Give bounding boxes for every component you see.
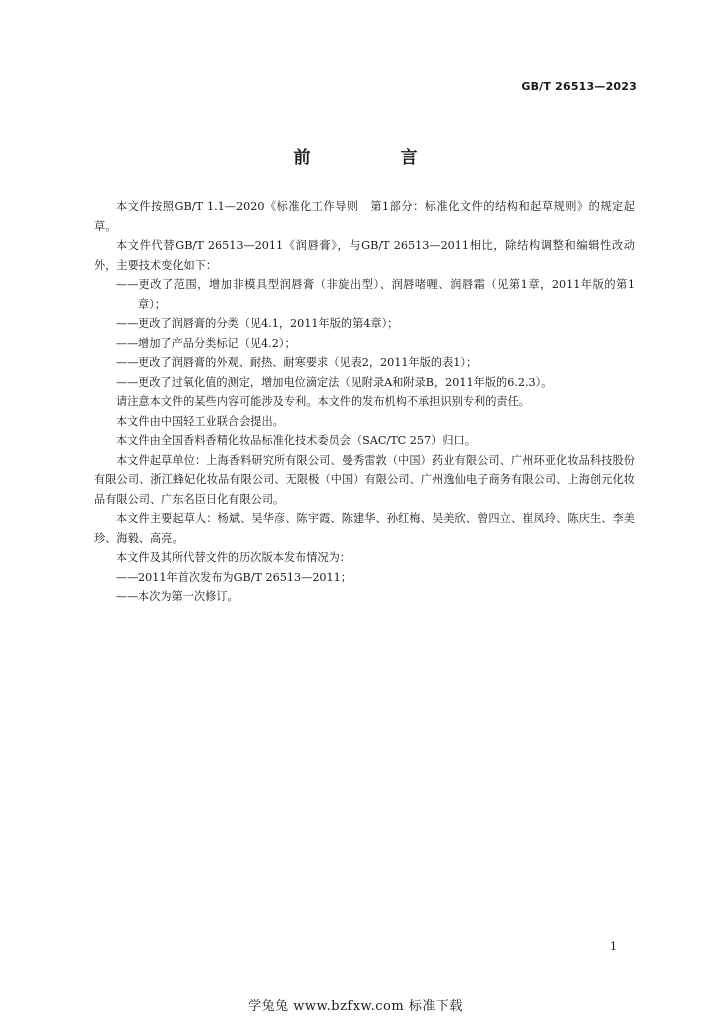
foreword-body bbox=[94, 197, 635, 607]
dash-marker: —— bbox=[116, 317, 139, 330]
paragraph-history-intro: 本文件及其所代替文件的历次版本发布情况为： bbox=[116, 551, 351, 564]
paragraph-drafting-units: 本文件起草单位：上海香料研究所有限公司、曼秀雷敦（中国）药业有限公司、广州环亚化妆品科技股份有限公司、浙江蜂妃化妆品有限公司、无限极（中国）有限公司、广州逸仙电子商务有限公司、上海创元化妆品有限公司、广东名臣日化有限公司。 bbox=[94, 453, 635, 506]
list-item-change bbox=[94, 353, 635, 373]
standard-number: GB/T 26513—2023 bbox=[521, 80, 637, 93]
page-number: 1 bbox=[610, 940, 617, 953]
list-item-history bbox=[94, 587, 635, 607]
list-item-change bbox=[94, 314, 635, 334]
list-item-change bbox=[94, 373, 635, 393]
list-item-text: 更改了润唇膏的外观、耐热、耐寒要求（见表2，2011年版的表1）； bbox=[138, 356, 478, 369]
list-item-text: 本次为第一次修订。 bbox=[138, 590, 239, 603]
paragraph-patent-notice: 请注意本文件的某些内容可能涉及专利。本文件的发布机构不承担识别专利的责任。 bbox=[116, 395, 530, 408]
dash-marker: —— bbox=[116, 356, 139, 369]
list-item-text: 更改了过氧化值的测定，增加电位滴定法（见附录A和附录B，2011年版的6.2.3）。 bbox=[138, 375, 553, 389]
list-item-text: 增加了产品分类标记（见4.2）； bbox=[138, 336, 296, 350]
list-item-text: 更改了润唇膏的分类（见4.1，2011年版的第4章）； bbox=[138, 317, 399, 330]
list-item-text: 2011年首次发布为GB/T 26513—2011； bbox=[138, 570, 352, 584]
list-item-history bbox=[94, 568, 635, 588]
dash-marker: —— bbox=[116, 570, 139, 584]
paragraph-proposer: 本文件由中国轻工业联合会提出。 bbox=[116, 414, 284, 428]
list-item-change bbox=[94, 334, 635, 354]
dash-marker: —— bbox=[116, 278, 139, 291]
paragraph-committee: 本文件由全国香料香精化妆品标准化技术委员会（SAC/TC 257）归口。 bbox=[116, 434, 476, 447]
dash-marker: —— bbox=[116, 375, 139, 389]
dash-marker: —— bbox=[116, 336, 139, 350]
dash-marker: —— bbox=[116, 590, 139, 603]
page-title: 前 言 bbox=[293, 148, 460, 168]
list-item-text: 更改了范围，增加非模具型润唇膏（非旋出型）、润唇啫喱、润唇霜（见第1章，2011年版的第1章）； bbox=[138, 278, 635, 311]
footer-watermark: 学兔兔 www.bzfxw.com 标准下载 bbox=[248, 999, 463, 1014]
paragraph-drafting-rules: 本文件按照GB/T 1.1—2020《标准化工作导则 第1部分：标准化文件的结构和起草规则》的规定起草。 bbox=[94, 200, 635, 233]
paragraph-drafters: 本文件主要起草人：杨斌、吴华彦、陈宇霞、陈建华、孙红梅、吴美欣、曾四立、崔凤玲、陈庆生、李美珍、海毅、高亮。 bbox=[94, 512, 635, 545]
list-item-change bbox=[94, 275, 635, 314]
paragraph-replacement: 本文件代替GB/T 26513—2011《润唇膏》，与GB/T 26513—2011相比，除结构调整和编辑性改动外，主要技术变化如下： bbox=[94, 239, 635, 272]
